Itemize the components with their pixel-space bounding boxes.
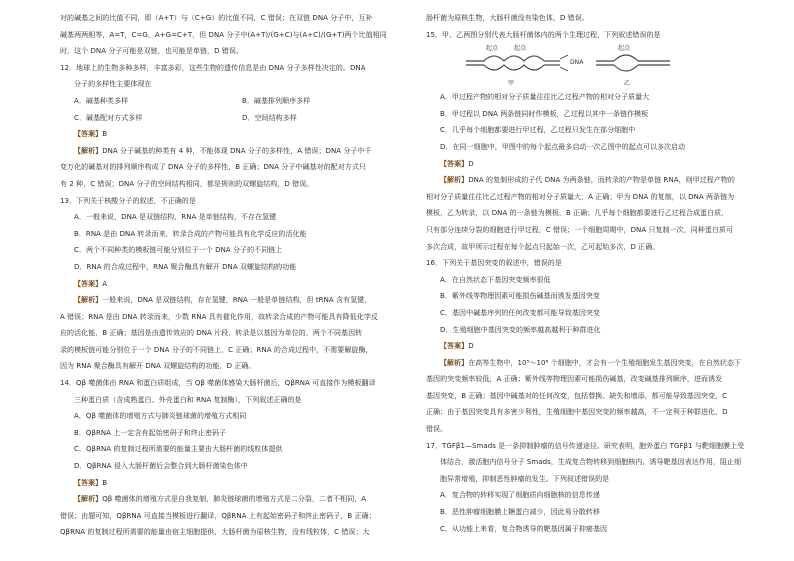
answer-value: B xyxy=(102,130,108,139)
label-jia: 甲 xyxy=(508,80,515,88)
explanation-line: 多次合成，故甲所示过程在每个起点只起始一次，乙可起始多次，D 正确。 xyxy=(426,242,660,251)
option-c: C．QβRNA 的复制过程所需要的能量主要由大肠杆菌的线粒体提供 xyxy=(74,445,283,454)
option-b: B．甲过程以 DNA 两条链同时作模板，乙过程以其中一条链作模板 xyxy=(440,109,649,118)
explanation-label: 【解析】 xyxy=(440,358,469,367)
explanation-text: Qβ 噬菌体的增殖方式是自我复制，肺炎链球菌的增殖方式是二分裂，二者不相同，A xyxy=(102,495,367,504)
question-stem: 分子的多样性主要体现在 xyxy=(74,80,152,89)
option-d: D．在同一细胞中，甲图中的每个起点最多启动一次乙图中的起点可以多次启动 xyxy=(440,142,686,151)
answer-label: 【答案】 xyxy=(440,342,469,351)
answer-line xyxy=(60,126,396,143)
answer-label: 【答案】 xyxy=(74,478,103,487)
option-a: A．在自然状态下基因突变频率很低 xyxy=(440,275,551,284)
diagram-jia xyxy=(466,44,584,87)
explanation-line: 因为 RNA 聚合酶具有解开 DNA 双螺旋结构的功能，D 正确。 xyxy=(60,362,256,371)
option-a: A．碱基种类多样 xyxy=(74,96,129,105)
explanation-line: 有 2 种，C 错误；DNA 分子的空间结构相同，都是规则的双螺旋结构，D 错误。 xyxy=(60,179,314,188)
explanation-line xyxy=(426,355,762,372)
answer-value: B xyxy=(102,478,108,487)
explanation-label: 【解析】 xyxy=(440,176,469,185)
text-line: 碱基两两相等，A=T，C=G，A+G=C+T，但 DNA 分子中(A+T)/(G+C)与(A+C)/(G+T)两个比值相同 xyxy=(60,30,387,39)
explanation-line: 错误。 xyxy=(426,425,448,434)
text-line: 对的碱基之间的比值不同，即（A+T）与（C+G）的比值不同，C 错误；在双链 DNA 分子中，互补 xyxy=(60,14,373,22)
question-stem: 胞异常增殖，抑制恶性肿瘤的发生。下列叙述错误的是 xyxy=(440,474,610,483)
question-12 xyxy=(60,60,396,193)
option-d: D．生殖细胞中基因突变的频率越高越利于种群进化 xyxy=(440,325,601,334)
explanation-label: 【解析】 xyxy=(74,296,103,305)
explanation-line xyxy=(60,491,396,508)
intro-paragraph xyxy=(60,10,396,60)
answer-line xyxy=(426,338,762,355)
answer-label: 【答案】 xyxy=(74,279,103,288)
option-b: B．RNA 是由 DNA 转录而来，转录合成的产物可能具有化学反应的活化能 xyxy=(74,229,307,238)
explanation-text: 在高等生物中，10⁵～10⁸ 个细胞中，才会有一个生殖细胞发生基因突变，在自然状态下 xyxy=(468,358,741,367)
explanation-line: 变万化的碱基对的排列顺序构成了 DNA 分子的多样性，B 正确；DNA 分子中碱基对的配对方式只 xyxy=(60,163,366,172)
option-a: A．复合物的转移实现了细胞质向细胞核的信息传递 xyxy=(440,491,600,500)
option-c: C．两个不同种类的模板链可能分别位于一个 DNA 分子的不同链上 xyxy=(74,246,283,255)
explanation-line: 基因的突变频率较低，A 正确；紫外线等物理因素可能损伤碱基，改变碱基排列顺序，进而诱发 xyxy=(426,375,723,384)
question-stem: 体结合，激活胞内信号分子 Smads，生成复合物转移到细胞核内，诱导靶基因表达作用，阻止细 xyxy=(440,458,742,467)
answer-value: D xyxy=(468,159,474,168)
question-17 xyxy=(426,438,762,538)
explanation-line xyxy=(60,292,396,309)
answer-line xyxy=(60,475,396,492)
option-c: C．基因中碱基序列的任何改变都可能导致基因突变 xyxy=(440,308,601,317)
question-16 xyxy=(426,255,762,438)
option-a: A．Qβ 噬菌体的增殖方式与肺炎链球菌的增殖方式相同 xyxy=(74,412,247,421)
text-line: 肠杆菌为原核生物，大肠杆菌没有染色体，D 错误。 xyxy=(426,14,589,22)
option-c: C．几乎每个细胞都要进行甲过程，乙过程只发生在部分细胞中 xyxy=(440,126,636,135)
explanation-line: A 错误；RNA 是由 DNA 转录而来，少数 RNA 具有催化作用，故转录合成的产物可能具有降低化学反 xyxy=(60,312,378,321)
explanation-line: 只有部分连续分裂的细胞进行甲过程，C 错误；一个细胞周期中，DNA 只复制一次，同种蛋白质可 xyxy=(426,225,734,234)
option-row xyxy=(60,110,396,127)
diagram-yi xyxy=(596,44,670,87)
option-d: D．空间结构多样 xyxy=(242,113,297,122)
option-c: C．碱基配对方式多样 xyxy=(74,113,143,122)
answer-line xyxy=(60,276,396,293)
question-stem: 14．Qβ 噬菌体由 RNA 和蛋白质组成，当 Qβ 噬菌体感染大肠杆菌后，QβRNA 可直接作为模板翻译 xyxy=(60,379,376,388)
question-13 xyxy=(60,193,396,376)
right-column xyxy=(426,10,762,537)
label-origin: 起点 xyxy=(486,45,499,53)
explanation-label: 【解析】 xyxy=(74,495,103,504)
replication-transcription-diagram xyxy=(456,43,686,89)
question-stem: 15．甲、乙两图分别代表大肠杆菌体内的两个生理过程，下列叙述错误的是 xyxy=(426,30,661,39)
question-15 xyxy=(426,27,762,256)
option-b: B．紫外线等物理因素可能损伤碱基而诱发基因突变 xyxy=(440,292,600,301)
option-a: A．一般来说，DNA 是双链结构，RNA 是单链结构，不存在氢键 xyxy=(74,213,277,222)
label-dna: DNA xyxy=(570,59,584,67)
explanation-line: 录的模板链可能分别位于一个 DNA 分子的不同链上，C 正确；RNA 的合成过程中，不需要解旋酶， xyxy=(60,345,373,354)
question-stem: 三种蛋白质（含成熟蛋白、外壳蛋白和 RNA 复制酶），下列叙述正确的是 xyxy=(74,395,302,404)
option-b: B．QβRNA 上一定含有起始密码子和终止密码子 xyxy=(74,428,227,437)
explanation-line xyxy=(426,172,762,189)
answer-label: 【答案】 xyxy=(440,159,469,168)
explanation-line: 模板，乙为转录，以 DNA 的一条链为模板，B 正确；几乎每个细胞都要进行乙过程合成蛋白质， xyxy=(426,209,729,218)
answer-value: D xyxy=(468,342,474,351)
explanation-line: 应的活化能，B 正确；基因是由遗传效应的 DNA 片段，转录是以基因为单位的，两个不同基因转 xyxy=(60,329,363,338)
question-stem: 13．下列关于核酸分子的叙述，不正确的是 xyxy=(60,196,196,205)
option-b: B．恶性肿瘤细胞膜上糖蛋白减少，因此易分散转移 xyxy=(440,508,600,517)
option-row xyxy=(60,93,396,110)
explanation-text: DNA 分子碱基的种类有 4 种，不能体现 DNA 分子的多样性，A 错误；DNA 分子中千 xyxy=(102,146,372,155)
explanation-text: 一般来说，DNA 是双链结构，存在氢键，RNA 一般是单链结构，但 tRNA 含有氢键， xyxy=(102,296,372,305)
explanation-text: DNA 的复制形成的子代 DNA 为两条链，而转录的产物是单链 RNA，则甲过程产物的 xyxy=(468,176,735,185)
explanation-line: 基因突变，B 正确；基因中碱基对的任何改变，包括替换、缺失和增添，都可能导致基因突变，C xyxy=(426,391,728,400)
text-line: 时，这个 DNA 分子可能是双链，也可能是单链，D 错误。 xyxy=(60,47,243,56)
question-stem: 12．地球上的生物多种多样，丰富多彩，这些生物的遗传信息是由 DNA 分子多样性决定的。DNA xyxy=(60,63,366,72)
explanation-line xyxy=(60,143,396,160)
label-origin: 起点 xyxy=(514,45,527,53)
question-14 xyxy=(60,375,396,541)
explanation-line: QβRNA 的复制过程所需要的能量由宿主细胞提供，大肠杆菌为原核生物，没有线粒体，C 错误；大 xyxy=(60,528,370,537)
explanation-line: 正确；由于基因突变具有多害少利性，生殖细胞中基因突变的频率越高，不一定利于种群进化，D xyxy=(426,408,728,417)
explanation-line: 相对分子质量往往比乙过程产物的相对分子质量大，A 正确；甲为 DNA 的复制，以 DNA 两条链为 xyxy=(426,192,735,201)
question-stem: 17．TGFβ1—Smads 是一条抑制肿瘤的信号传递途径。研究表明，胞外蛋白 TGFβ1 与靶细胞膜上受 xyxy=(426,441,745,450)
answer-label: 【答案】 xyxy=(74,130,103,139)
label-yi: 乙 xyxy=(624,80,631,88)
answer-value: A xyxy=(102,279,108,288)
question-stem: 16．下列关于基因突变的叙述中，错误的是 xyxy=(426,259,562,268)
option-c: C．从功能上来看，复合物诱导的靶基因属于抑癌基因 xyxy=(440,524,608,533)
option-a: A．甲过程产物的相对分子质量往往比乙过程产物的相对分子质量大 xyxy=(440,93,650,102)
left-column xyxy=(60,10,396,541)
explanation-line: 错误；由题可知，QβRNA 可直接当模板进行翻译，QβRNA 上有起始密码子和终止密码子，B 正确； xyxy=(60,511,376,520)
answer-line xyxy=(426,156,762,173)
explanation-label: 【解析】 xyxy=(74,146,103,155)
option-d: D．QβRNA 侵入大肠杆菌后会整合到大肠杆菌染色体中 xyxy=(74,462,248,471)
option-d: D．RNA 的合成过程中，RNA 聚合酶具有解开 DNA 双螺旋结构的功能 xyxy=(74,262,297,271)
label-origin: 起点 xyxy=(618,45,631,53)
option-b: B．碱基排列顺序多样 xyxy=(242,96,311,105)
